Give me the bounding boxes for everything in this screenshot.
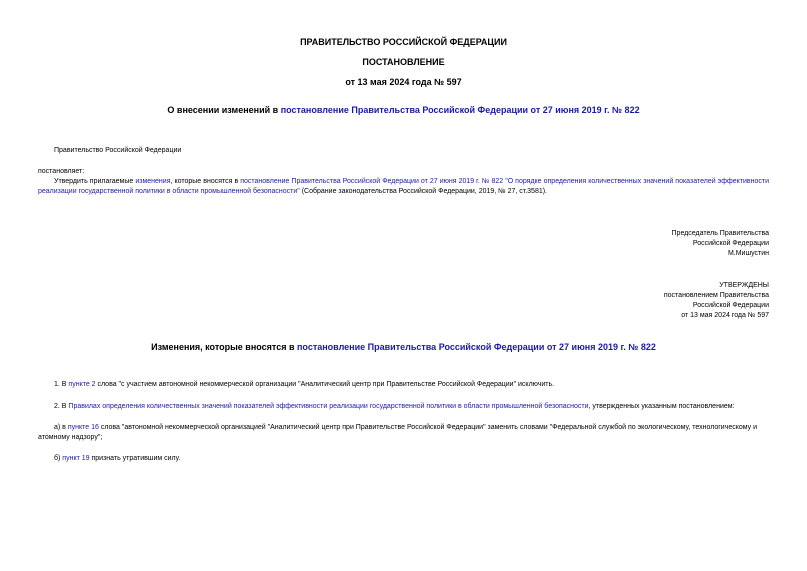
item-2 (54, 402, 769, 412)
approval-block (469, 281, 769, 321)
document-date-number: от 13 мая 2024 года № 597 (345, 77, 462, 87)
preamble-paragraph (38, 177, 769, 197)
changes-link[interactable]: изменения (135, 178, 171, 185)
approval-title: УТВЕРЖДЕНЫ (719, 282, 769, 289)
title-regulation-link[interactable]: постановление Правительства Российской Федерации от 27 июня 2019 г. № 822 (280, 105, 640, 115)
preamble-text-a: Утвердить прилагаемые (54, 178, 136, 185)
preamble-author: Правительство Российской Федерации (54, 147, 182, 154)
approval-by: постановлением Правительства (663, 292, 769, 299)
approval-country: Российской Федерации (692, 302, 769, 309)
item-2a (38, 423, 769, 443)
signature-country: Российской Федерации (692, 240, 769, 247)
item-1-text-b: слова "с участием автономной некоммерческой организации "Аналитический центр при Правительстве Российской Федерации" исключить. (95, 381, 555, 388)
regulation-full-link[interactable]: постановление Правительства Российской Федерации от 27 июня 2019 г. № 822 "О порядке определения количественных значений показателей эффективности реализации государственной политики в области промышленной безопасности" (38, 178, 769, 195)
item-2b-link[interactable]: пункт 19 (62, 455, 90, 462)
preamble-decides: постановляет: (38, 168, 85, 175)
document-title (0, 105, 807, 115)
item-2-text-a: 2. В (54, 403, 69, 410)
preamble-text-b: , которые вносятся в (170, 178, 241, 185)
item-1-text-a: 1. В (54, 381, 69, 388)
document-type: ПОСТАНОВЛЕНИЕ (362, 57, 445, 67)
item-2b (54, 454, 769, 464)
changes-heading-prefix: Изменения, которые вносятся в (151, 342, 297, 352)
government-heading: ПРАВИТЕЛЬСТВО РОССИЙСКОЙ ФЕДЕРАЦИИ (300, 37, 507, 47)
signature-name: М.Мишустин (727, 250, 769, 257)
item-2-text-b: , утвержденных указанным постановлением: (588, 403, 735, 410)
signature-block (469, 229, 769, 259)
changes-heading (0, 342, 807, 352)
item-2-link[interactable]: Правилах определения количественных значений показателей эффективности реализации государственной политики в области промышленной безопасности (68, 403, 589, 410)
item-2a-text-a: а) в (54, 424, 68, 431)
item-1-link[interactable]: пункте 2 (68, 381, 96, 388)
approval-date: от 13 мая 2024 года № 597 (681, 312, 769, 319)
document-title-prefix: О внесении изменений в (167, 105, 281, 115)
preamble-text-c: (Собрание законодательства Российской Федерации, 2019, № 27, ст.3581). (299, 188, 548, 195)
item-2b-text-b: признать утратившим силу. (89, 455, 181, 462)
item-2b-text-a: б) (54, 455, 63, 462)
signature-position: Председатель Правительства (671, 230, 769, 237)
changes-heading-link[interactable]: постановление Правительства Российской Федерации от 27 июня 2019 г. № 822 (297, 342, 656, 352)
item-1 (54, 380, 769, 390)
item-2a-text-b: слова "автономной некоммерческой организацией "Аналитический центр при Правительстве Российской Федерации" заменить словами "Федеральной службой по экологическому, технологическому и атомному надзору"; (38, 424, 758, 441)
item-2a-link[interactable]: пункте 16 (67, 424, 99, 431)
